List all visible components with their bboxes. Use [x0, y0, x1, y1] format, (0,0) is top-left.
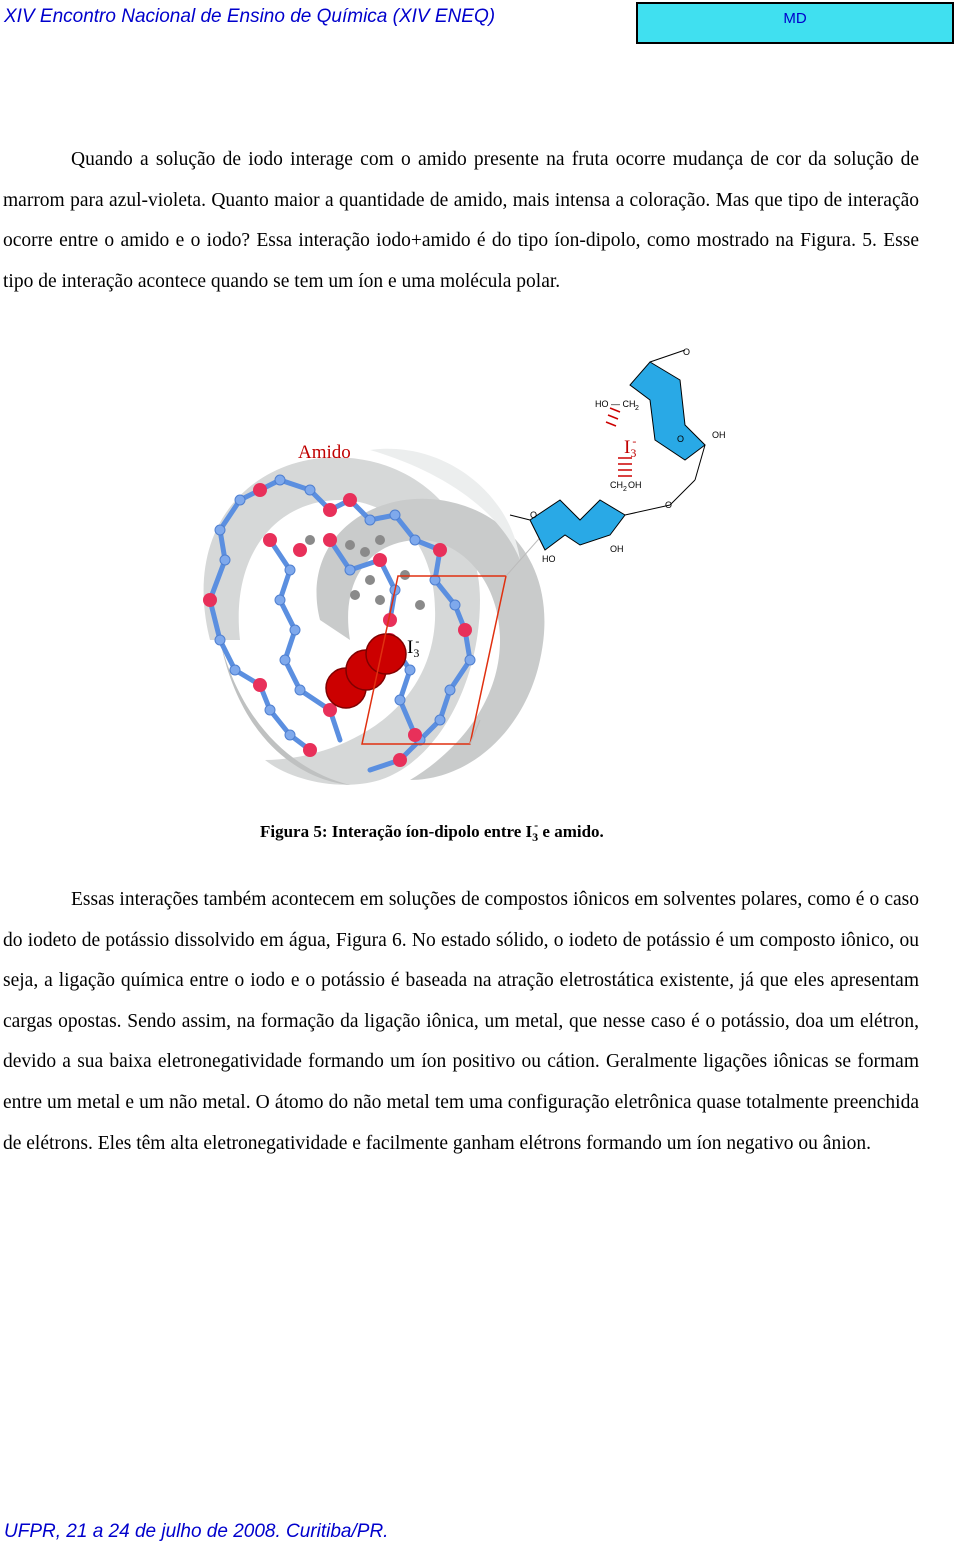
- paragraph-intro: Quando a solução de iodo interage com o amido presente na fruta ocorre mudança de cor da solução de marrom para azul-violeta. Quanto maior a quantidade de amido, mais intensa a coloração. Mas que tipo de interação ocorre entre o amido e o iodo? Essa interação iodo+amido é do tipo íon-dipolo, como mostrado na Figura. 5. Esse tipo de interação acontece quando se tem um íon e uma molécula polar.: [3, 149, 919, 292]
- figure-starch-iodine: [180, 340, 740, 810]
- chem-label: O: [530, 510, 538, 520]
- chem-label: 2: [635, 405, 639, 412]
- chem-label: CH: [610, 480, 623, 490]
- area-code-box: [636, 2, 954, 44]
- starch-iodine-illustration: [180, 340, 740, 810]
- chem-label: O: [677, 434, 685, 444]
- paragraph-ionic: Essas interações também acontecem em soluções de compostos iônicos em solventes polares, como é o caso do iodeto de potássio dissolvido em água, Figura 6. No estado sólido, o iodeto de potássio é um composto iônico, ou seja, a ligação química entre o iodo e o potássio é baseada na atração eletrostática existente, já que eles apresentam cargas opostas. Sendo assim, na formação da ligação iônica, um metal, que nesse caso é o potássio, doa um elétron, devido a sua baixa eletronegatividade formando um íon positivo ou cátion. Geralmente ligações iônicas se formam entre um metal e um não metal. O átomo do não metal tem uma configuração eletrônica quase totalmente preenchida de elétrons. Eles têm alta eletronegatividade e facilmente ganham elétrons formando um íon negativo ou ânion.: [3, 889, 919, 1154]
- chem-label: HO — CH: [595, 399, 636, 409]
- iodine-atoms: [326, 634, 406, 708]
- chem-label: HO: [542, 554, 556, 564]
- event-title: XIV Encontro Nacional de Ensino de Química (XIV ENEQ): [4, 6, 496, 27]
- starch-helix-ribbon: [204, 449, 545, 785]
- label-iodide-helix: $I_3^-$: [407, 634, 420, 660]
- chem-label: O: [683, 347, 691, 357]
- chem-label: OH: [628, 480, 642, 490]
- area-code: MD: [783, 10, 807, 27]
- figure-caption: Figura 5: Interação íon-dipolo entre $I_3^-$ e amido.: [260, 818, 604, 844]
- chem-label: OH: [712, 430, 726, 440]
- label-amido: Amido: [298, 442, 351, 463]
- glucose-unit-top: [630, 350, 705, 480]
- chem-label: O: [665, 500, 673, 510]
- chem-label: 2: [623, 486, 627, 493]
- label-iodide-top: $I_3^-$: [624, 434, 637, 460]
- footer: UFPR, 21 a 24 de julho de 2008. Curitiba/PR.: [4, 1521, 389, 1542]
- chem-label: OH: [610, 544, 624, 554]
